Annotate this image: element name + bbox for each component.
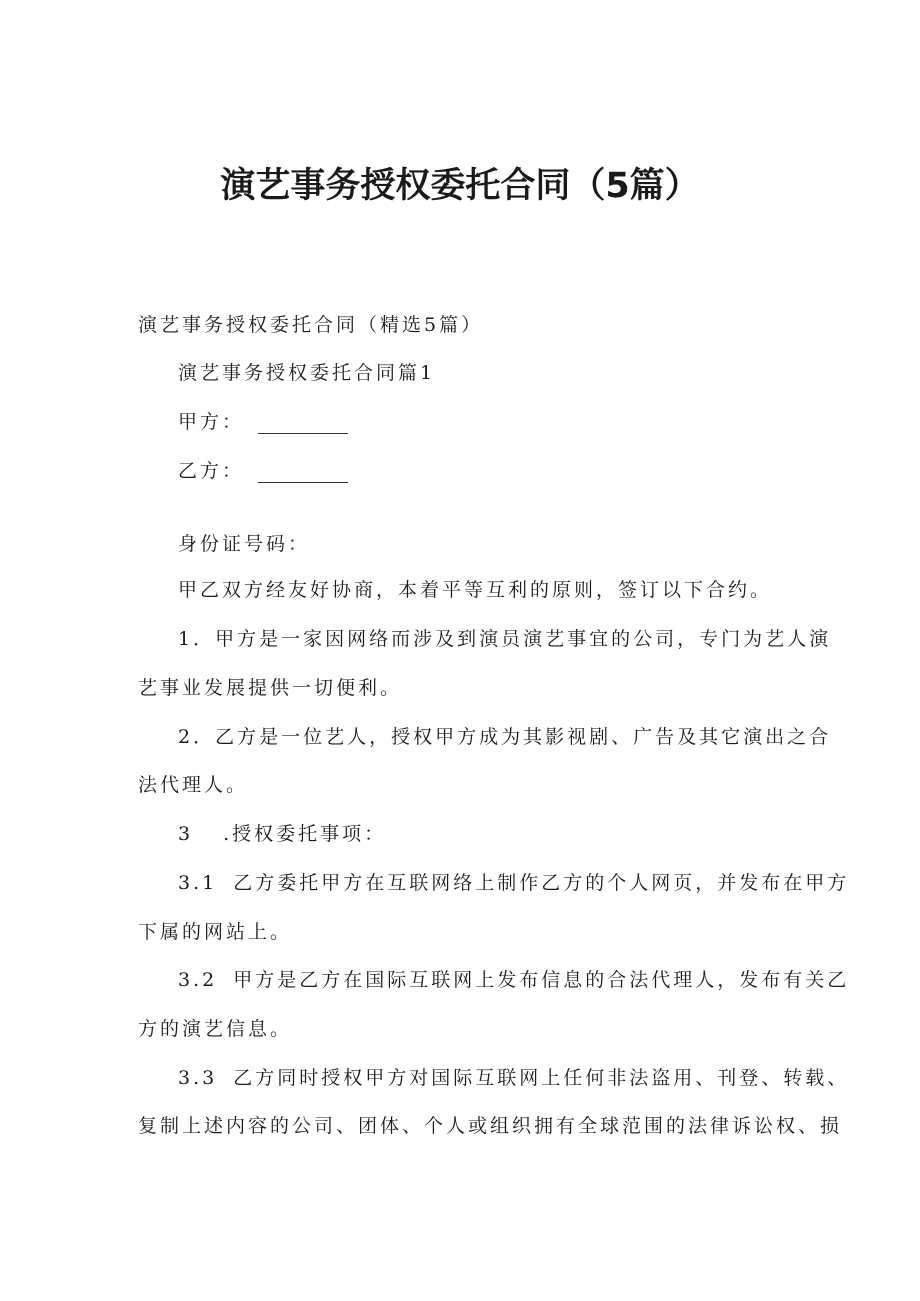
section-heading: 演艺事务授权委托合同篇1 — [178, 362, 436, 384]
clause-3-1-line-2: 下属的网站上。 — [138, 921, 293, 943]
party-a-line — [178, 410, 348, 434]
clause-2-line-1: 2．乙方是一位艺人，授权甲方成为其影视剧、广告及其它演出之合 — [178, 726, 832, 748]
intro-line: 演艺事务授权委托合同（精选5篇） — [138, 314, 484, 336]
clause-3-3-text: 乙方同时授权甲方对国际互联网上任何非法盗用、刊登、转载、 — [233, 1067, 850, 1089]
document-title: 演艺事务授权委托合同（5篇） — [220, 166, 700, 206]
clause-3-3-line-1 — [178, 1066, 849, 1090]
clause-3-text: .授权委托事项： — [223, 823, 387, 845]
id-number-label: 身份证号码： — [178, 533, 311, 555]
clause-1-line-1: 1．甲方是一家因网络而涉及到演员演艺事宜的公司，专门为艺人演 — [178, 628, 832, 650]
clause-3-heading — [178, 822, 386, 846]
clause-3-3-line-2: 复制上述内容的公司、团体、个人或组织拥有全球范围的法律诉讼权、损 — [138, 1115, 843, 1137]
clause-3-2-text: 甲方是乙方在国际互联网上发布信息的合法代理人，发布有关乙 — [233, 969, 850, 991]
clause-3-1-text: 乙方委托甲方在互联网络上制作乙方的个人网页，并发布在甲方 — [233, 872, 850, 894]
clause-1-line-2: 艺事业发展提供一切便利。 — [138, 677, 403, 699]
clause-3-number: 3 — [178, 823, 194, 845]
party-b-label: 乙方： — [178, 460, 245, 482]
clause-3-2-number: 3.2 — [178, 969, 218, 991]
party-a-blank — [258, 413, 348, 434]
party-b-blank — [258, 462, 348, 483]
party-b-line — [178, 459, 348, 483]
clause-3-3-number: 3.3 — [178, 1067, 218, 1089]
party-a-label: 甲方： — [178, 411, 245, 433]
clause-2-line-2: 法代理人。 — [138, 774, 249, 796]
clause-3-2-line-2: 方的演艺信息。 — [138, 1018, 293, 1040]
clause-3-1-line-1 — [178, 871, 849, 895]
preamble: 甲乙双方经友好协商，本着平等互利的原则，签订以下合约。 — [178, 579, 773, 601]
clause-3-2-line-1 — [178, 968, 849, 992]
clause-3-1-number: 3.1 — [178, 872, 218, 894]
